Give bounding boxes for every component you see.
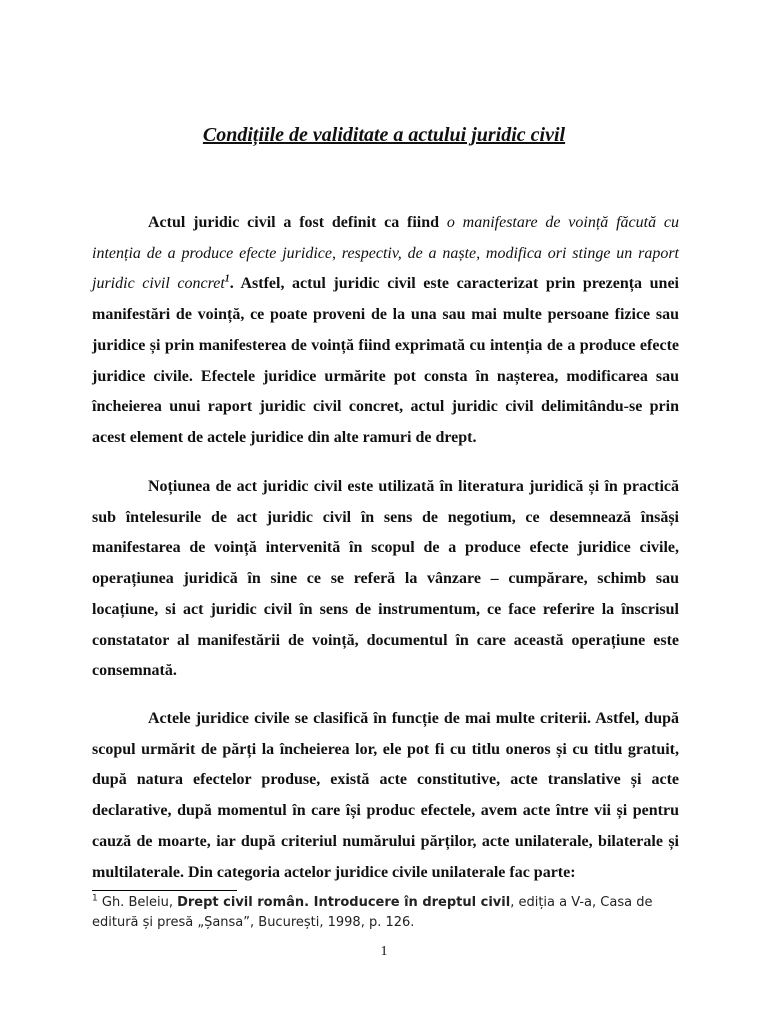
paragraph-1-rest: . Astfel, actul juridic civil este caracterizat prin prezența unei manifestări de voință, ce poate proveni de la una sau mai multe persoane fizice sau juridice și prin manifesterea de voință fiind exprimată cu intenția de a produce efecte juridice civile. Efectele juridice urmărite pot consta în nașterea, modificarea sau încheierea unui raport juridic civil concret, actul juridic civil delimitându-se prin acest element de actele juridice din alte ramuri de drept. <box>92 275 679 446</box>
paragraph-1 <box>92 208 679 454</box>
footnote <box>92 893 679 933</box>
footnote-author: Gh. Beleiu, <box>97 895 178 910</box>
footnote-reference[interactable]: 1 <box>224 274 230 286</box>
paragraph-2 <box>92 472 679 687</box>
footnote-separator <box>92 890 237 891</box>
page-number: 1 <box>380 944 388 959</box>
footnote-book-title: Drept civil român. Introducere în dreptul civil <box>177 895 511 910</box>
paragraph-2-text: Noțiunea de act juridic civil este utilizată în literatura juridică și în practică sub întelesurile de act juridic civil în sens de negotium, ce desemnează însăși manifestarea de voință intervenită în scopul de a produce efecte juridice civile, operațiunea juridică în sine ce se referă la vânzare – cumpărare, schimb sau locațiune, si act juridic civil în sens de instrumentum, ce face referire la înscrisul constatator al manifestării de voință, documentul în care această operațiune este consemnată. <box>92 478 679 680</box>
paragraph-3 <box>92 704 679 888</box>
footnote-mark: 1 <box>92 893 98 904</box>
footnote-details: , ediția a V-a, Casa de editură și presă „Șansa”, București, 1998, p. 126. <box>92 895 653 930</box>
paragraph-3-text: Actele juridice civile se clasifică în funcție de mai multe criterii. Astfel, după scopul urmărit de părți la încheierea lor, ele pot fi cu titlu oneros și cu titlu gratuit, după natura efectelor produse, există acte constitutive, acte translative și acte declarative, după momentul în care își produc efectele, avem acte între vii și pentru cauză de moarte, iar după criteriul numărului părților, acte unilaterale, bilaterale și multilaterale. Din categoria actelor juridice civile unilaterale fac parte: <box>92 710 679 881</box>
paragraph-1-intro: Actul juridic civil a fost definit ca fiind <box>148 214 447 231</box>
document-title: Condițiile de validitate a actului juridic civil <box>202 124 566 146</box>
definition-quote: o manifestare de voință făcută cu intenția de a produce efecte juridice, respectiv, de a naște, modifica ori stinge un raport juridic civil concret <box>92 214 679 293</box>
